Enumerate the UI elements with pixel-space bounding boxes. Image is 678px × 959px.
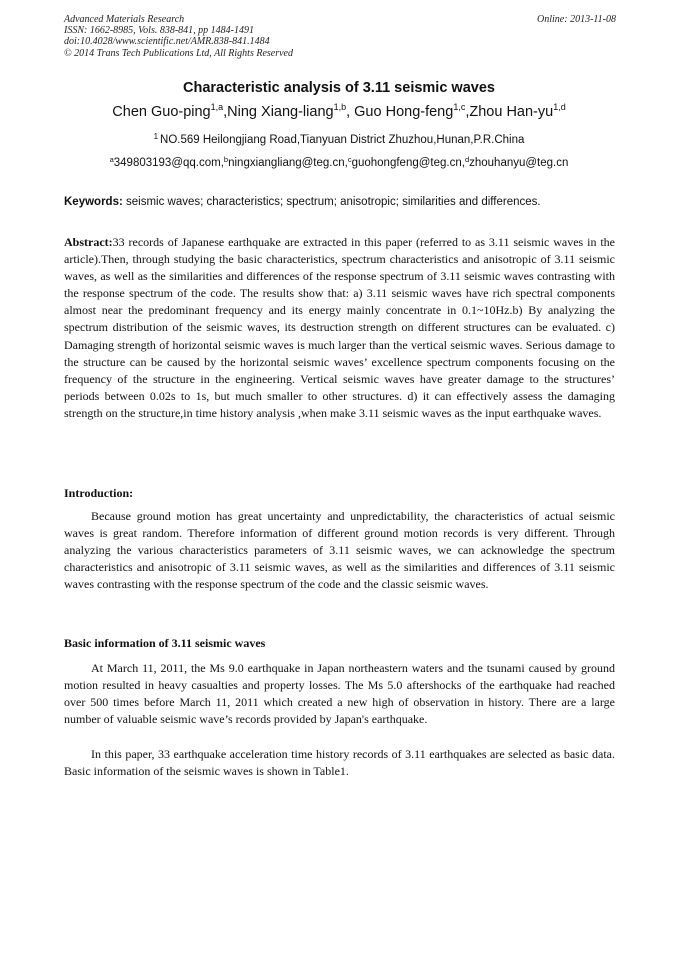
affiliation-text: NO.569 Heilongjiang Road,Tianyuan District Zhuzhou,Hunan,P.R.China (160, 134, 525, 146)
issn-line: ISSN: 1662-8985, Vols. 838-841, pp 1484-1491 (64, 25, 254, 37)
basic-info-heading: Basic information of 3.11 seismic waves (64, 636, 266, 650)
online-date: Online: 2013-11-08 (537, 14, 616, 25)
paper-title: Characteristic analysis of 3.11 seismic waves (183, 80, 495, 96)
abstract-label: Abstract: (64, 235, 113, 249)
keywords-text: seismic waves; characteristics; spectrum; anisotropic; similarities and differences. (126, 196, 541, 208)
email-mark: c (347, 155, 352, 164)
keywords-label: Keywords: (64, 196, 123, 208)
abstract-text: 33 records of Japanese earthquake are extracted in this paper (referred to as 3.11 seismic waves in the article).Then, through studying the basic characteristics, spectrum characteristics and anisotropic of 3.11 seismic waves, as well as the similarities and differences of the response spectrum of 3.11 seismic waves contrasting with the response spectrum of the code. The results show that: a) 3.11 seismic waves have rich spectral components almost near the predominant frequency and its energy mainly concentrate in 0.1~10Hz.b) By analyzing the spectrum distribution of the seismic waves, its destruction strength on different structures can be evaluated. c) Damaging strength of horizontal seismic waves is much larger than the vertical seismic waves. Serious damage to the structure can be caused by the horizontal seismic waves’ excellence spectrum components focusing on the frequency of the structure in the engineering. Vertical seismic waves have greater damage to the structures’ periods between 0.02s to 1s, but much smaller to other structures. d) it can effectively assess the damaging strength on the structure,in time history analysis ,when make 3.11 seismic waves as the input earthquake waves. (64, 235, 615, 420)
copyright-line: © 2014 Trans Tech Publications Ltd, All Rights Reserved (64, 47, 293, 59)
keywords (64, 196, 616, 208)
basic-info-paragraph-1: At March 11, 2011, the Ms 9.0 earthquake in Japan northeastern waters and the tsunami caused by ground motion resulted in heavy casualties and property losses. The Ms 5.0 aftershocks of the earthquake had reached over 500 times before March 11, 2011 which created a new high of observation in history. There are a large number of valuable seismic wave’s records provided by Japan's earthquake. (64, 661, 615, 727)
doi-line: doi:10.4028/www.scientific.net/AMR.838-841.1484 (64, 36, 270, 48)
email-link[interactable]: ningxiangliang@teg.cn, (228, 157, 348, 169)
journal-header (64, 14, 616, 59)
author-affil-mark: 1,d (553, 102, 566, 112)
email-link[interactable]: zhouhanyu@teg.cn (469, 157, 569, 169)
author-name: Chen Guo-ping (112, 104, 211, 120)
author-affil-mark: 1,c (453, 102, 466, 112)
author-name: Guo Hong-feng (354, 104, 454, 120)
email-link[interactable]: 349803193@qq.com, (113, 157, 224, 169)
basic-info-paragraph-2: In this paper, 33 earthquake acceleration time history records of 3.11 earthquakes are selected as basic data. Basic information of the seismic waves is shown in Table1. (64, 747, 615, 779)
affiliation (0, 134, 678, 146)
author-name: Ning Xiang-liang (227, 104, 334, 120)
email-mark: a (109, 155, 114, 164)
email-link[interactable]: guohongfeng@teg.cn, (351, 157, 465, 169)
introduction-text: Because ground motion has great uncertainty and unpredictability, the characteristics of actual seismic waves is great random. Therefore information of different ground motion records is very different. Through analyzing the various characteristics parameters of 3.11 seismic waves, we can acknowledge the spectrum characteristics and anisotropic of 3.11 seismic waves, as well as the similarities and differences of 3.11 seismic waves contrasting with the response spectrum of the code and the classic seismic waves. (64, 509, 615, 592)
author-affil-mark: 1,a (210, 102, 224, 112)
email-list (0, 157, 678, 169)
author-name: Zhou Han-yu (469, 104, 554, 120)
introduction-heading: Introduction: (64, 486, 134, 500)
abstract (64, 234, 615, 422)
journal-name: Advanced Materials Research (64, 14, 185, 25)
email-mark: b (223, 155, 229, 164)
affiliation-mark: 1 (153, 132, 159, 141)
author-affil-mark: 1,b (333, 102, 347, 112)
author-list: Chen Guo-ping$^{1,a}$,Ning Xiang-liang$^{1,b}$, Guo Hong-feng$^{1,c}$,Zhou Han-yu$^{1,d}$ (112, 102, 566, 120)
email-mark: d (464, 155, 470, 164)
